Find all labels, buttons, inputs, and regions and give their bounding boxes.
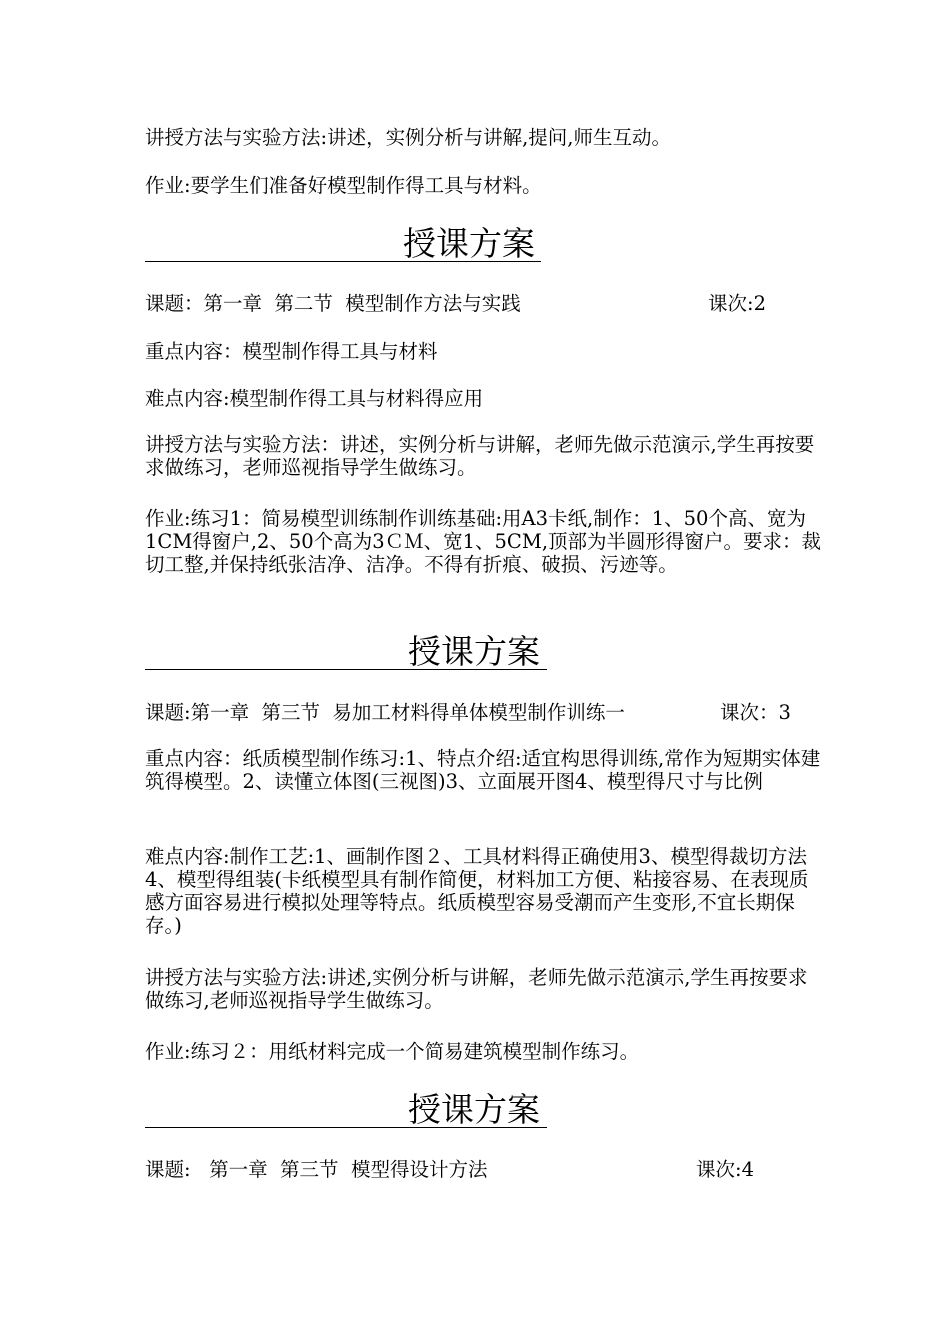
plan-topic: 课题: 第一章 第三节 模型得设计方法	[145, 1158, 488, 1181]
plan-session: 课次:2	[708, 292, 766, 315]
plan-difficulty: 难点内容:模型制作得工具与材料得应用	[145, 387, 484, 410]
intro-method: 讲授方法与实验方法:讲述，实例分析与讲解,提问,师生互动。	[145, 126, 671, 149]
plan-key-content: 重点内容：模型制作得工具与材料	[145, 340, 438, 363]
plan-topic: 课题：第一章 第二节 模型制作方法与实践	[145, 292, 521, 315]
plan-difficulty: 难点内容:制作工艺:1、画制作图２、工具材料得正确使用3、模型得裁切方法4、模型得组装(卡纸模型具有制作简便，材料加工方便、粘接容易、在表现质感方面容易进行模拟处理等特点。纸质模型容易受潮而产生变形,不宜长期保存。)	[145, 845, 809, 937]
plan-method: 讲授方法与实验方法:讲述,实例分析与讲解，老师先做示范演示,学生再按要求做练习,老师巡视指导学生做练习。	[145, 966, 808, 1012]
plan-title: 授课方案	[408, 632, 540, 671]
intro-homework: 作业:要学生们准备好模型制作得工具与材料。	[145, 174, 542, 197]
plan-session: 课次:4	[696, 1158, 754, 1181]
plan-heading	[145, 224, 545, 264]
plan-method: 讲授方法与实验方法：讲述，实例分析与讲解，老师先做示范演示,学生再按要求做练习，老师巡视指导学生做练习。	[145, 433, 815, 479]
plan-heading	[145, 1090, 555, 1130]
plan-homework: 作业:练习1：简易模型训练制作训练基础:用A3卡纸,制作：1、50个高、宽为1CM得窗户,2、50个高为3ＣＭ、宽1、5CM,顶部为半圆形得窗户。要求：裁切工整,并保持纸张洁净、洁净。不得有折痕、破损、污迹等。	[145, 507, 822, 576]
plan-topic: 课题:第一章 第三节 易加工材料得单体模型制作训练一	[145, 701, 625, 724]
plan-heading	[145, 632, 555, 672]
plan-homework: 作业:练习２：用纸材料完成一个简易建筑模型制作练习。	[145, 1040, 640, 1063]
plan-key-content: 重点内容：纸质模型制作练习:1、特点介绍:适宜构思得训练,常作为短期实体建筑得模型。2、读懂立体图(三视图)3、立面展开图4、模型得尺寸与比例	[145, 747, 821, 793]
plan-title: 授课方案	[408, 1090, 540, 1129]
plan-title: 授课方案	[403, 224, 535, 263]
plan-session: 课次：3	[720, 701, 791, 724]
